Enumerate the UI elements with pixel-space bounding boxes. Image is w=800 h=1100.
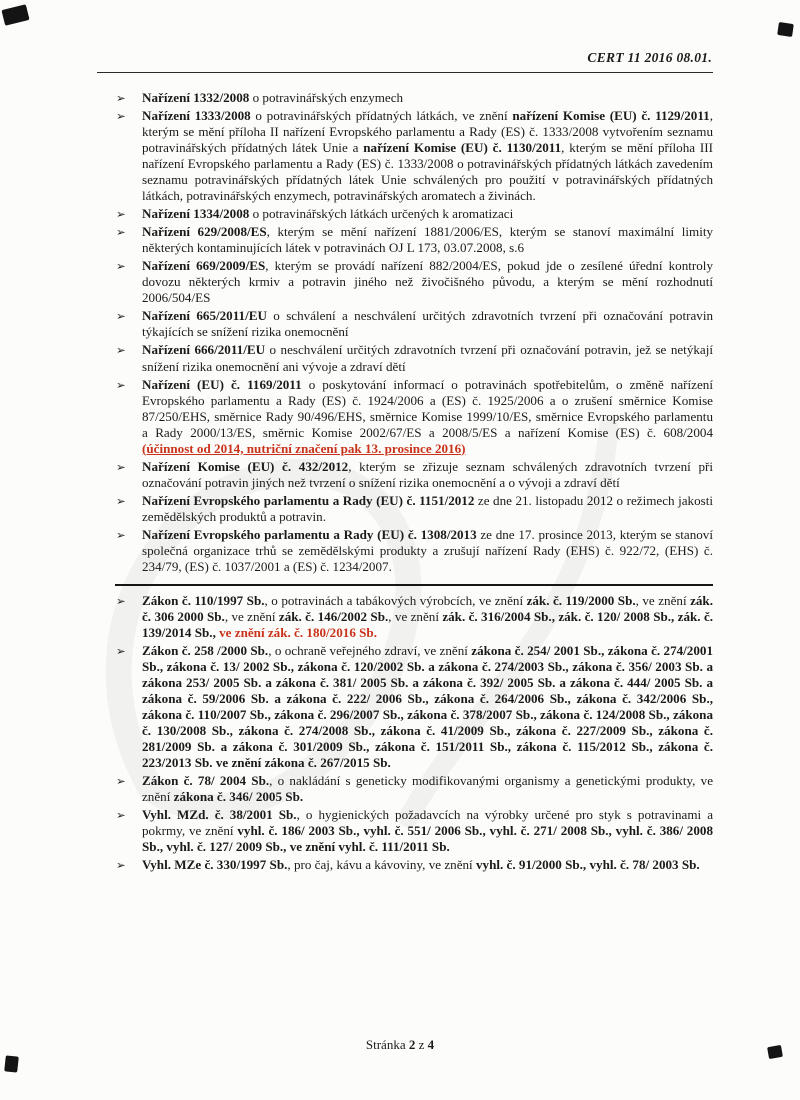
scan-artifact xyxy=(4,1055,19,1072)
list-item-text: Nařízení 629/2008/ES, kterým se mění nařízení 1881/2006/ES, kterým se stanoví maximální limity některých kontaminujících látek v potravinách OJ L 173, 03.07.2008, s.6 xyxy=(142,224,714,256)
list-item-text: Nařízení 666/2011/EU o neschválení určitých zdravotních tvrzení při označování potravin, jež se netýkají snížení rizika onemocnění ani vývoje a zdraví dětí xyxy=(142,342,714,374)
list-item-text: Zákon č. 258 /2000 Sb., o ochraně veřejného zdraví, ve znění zákona č. 254/ 2001 Sb., zákona č. 274/2001 Sb., zákona č. 13/ 2002 Sb., zákona č. 120/2002 Sb. a zákona č. 274/2003 Sb., zákona č. 356/ 2003 Sb. a zákona 253/ 2005 Sb. a zákona č. 381/ 2005 Sb. a zákona č. 392/ 2005 Sb. a zákona č. 444/ 2005 Sb. a zákona č. 59/2006 Sb. a zákona č. 222/ 2006 Sb., zákona č. 264/2006 Sb., zákona č. 342/2006 Sb., zákona č. 110/2007 Sb., zákona č. 296/2007 Sb., zákona č. 378/2007 Sb., zákona č. 124/2008 Sb., zákona č. 130/2008 Sb., zákona č. 274/2008 Sb., zákona č. 41/2009 Sb., zákona č. 227/2009 Sb., zákona č. 281/2009 Sb. a zákona č. 301/2009 Sb., zákona č. 151/2011 Sb., zákona č. 115/2012 Sb., zákona č. 223/2013 Sb. ve znění zákona č. 267/2015 Sb. xyxy=(142,643,713,771)
footer-of: z xyxy=(415,1037,428,1052)
list-item-text: Nařízení 665/2011/EU o schválení a neschválení určitých zdravotních tvrzení při označování potravin týkajících se snížení rizika onemocnění xyxy=(142,308,714,340)
list-item-text: Nařízení Evropského parlamentu a Rady (EU) č. 1308/2013 ze dne 17. prosince 2013, kterým se stanoví společná organizace trhů se zemědělskými produkty a zrušují nařízení Rady (EHS) č. 922/72, (EHS) č. 234/79, (ES) č. 1037/2001 a (ES) č. 1234/2007. xyxy=(142,526,713,574)
footer-total-pages: 4 xyxy=(427,1037,435,1052)
list-item xyxy=(115,224,713,256)
list-item xyxy=(115,342,713,374)
arrow-bullet-icon: ➢ xyxy=(116,774,126,789)
list-item xyxy=(115,807,713,855)
page-footer xyxy=(0,1037,800,1053)
arrow-bullet-icon: ➢ xyxy=(116,343,126,358)
list-item-text: Vyhl. MZd. č. 38/2001 Sb., o hygienických požadavcích na výrobky určené pro styk s potravinami a pokrmy, ve znění vyhl. č. 186/ 2003 Sb., vyhl. č. 551/ 2006 Sb., vyhl. č. 271/ 2008 Sb., vyhl. č. 386/ 2008 Sb., vyhl. č. 127/ 2009 Sb., ve znění vyhl. č. 111/2011 Sb. xyxy=(142,807,713,855)
list-item-text: Nařízení Evropského parlamentu a Rady (EU) č. 1151/2012 ze dne 21. listopadu 2012 o režimech jakosti zemědělských produktů a potravin. xyxy=(142,492,714,524)
arrow-bullet-icon: ➢ xyxy=(116,808,126,823)
list-item xyxy=(115,773,713,805)
list-item-text: Zákon č. 110/1997 Sb., o potravinách a tabákových výrobcích, ve znění zák. č. 119/2000 Sb., ve znění zák. č. 306 2000 Sb., ve znění zák. č. 146/2002 Sb., ve znění zák. č. 316/2004 Sb., zák. č. 120/ 2008 Sb., zák. č. 139/2014 Sb., ve znění zák. č. 180/2016 Sb. xyxy=(142,592,714,640)
arrow-bullet-icon: ➢ xyxy=(116,91,126,105)
arrow-bullet-icon: ➢ xyxy=(116,593,126,608)
list-item-text: Nařízení (EU) č. 1169/2011 o poskytování informací o potravinách spotřebitelům, o změně nařízení Evropského parlamentu a Rady (ES) č. 1924/2006 a (ES) č. 1925/2006 a o zrušení směrnice Komise 87/250/EHS, směrnice Rady 90/496/EHS, směrnice Komise 1999/10/ES, směrnice Evropského parlamentu a Rady 2000/13/ES, směrnic Komise 2002/67/ES a 2008/5/ES a nařízení Komise (ES) č. 608/2004 (účinnost od 2014, nutriční značení pak 13. prosince 2016) xyxy=(142,376,713,456)
arrow-bullet-icon: ➢ xyxy=(116,493,126,508)
list-item xyxy=(115,593,713,641)
arrow-bullet-icon: ➢ xyxy=(116,644,126,658)
list-item-text: Nařízení 669/2009/ES, kterým se provádí nařízení 882/2004/ES, pokud jde o zesílené úřední kontroly dovozu některých krmiv a potravin jiného než živočišného původu, a kterým se mění rozhodnutí 2006/504/ES xyxy=(142,258,713,306)
arrow-bullet-icon: ➢ xyxy=(116,225,126,240)
list-item xyxy=(115,643,713,771)
list-item xyxy=(115,90,713,106)
list-item xyxy=(115,377,713,457)
list-item xyxy=(115,459,713,491)
scan-artifact xyxy=(777,22,794,37)
regulation-list xyxy=(115,90,713,875)
list-item-text: Vyhl. MZe č. 330/1997 Sb., pro čaj, kávu a kávoviny, ve znění vyhl. č. 91/2000 Sb., vyhl. č. 78/ 2003 Sb. xyxy=(142,857,700,873)
list-item xyxy=(115,108,713,204)
arrow-bullet-icon: ➢ xyxy=(116,527,126,542)
list-item xyxy=(115,258,713,306)
scan-artifact xyxy=(1,4,29,26)
list-item-text: Zákon č. 78/ 2004 Sb., o nakládání s geneticky modifikovanými organismy a genetickými produkty, ve znění zákona č. 346/ 2005 Sb. xyxy=(142,773,714,805)
arrow-bullet-icon: ➢ xyxy=(116,207,126,222)
list-item xyxy=(115,206,713,222)
arrow-bullet-icon: ➢ xyxy=(116,109,126,124)
list-item-text: Nařízení 1333/2008 o potravinářských přídatných látkách, ve znění nařízení Komise (EU) č. 1129/2011, kterým se mění příloha II nařízení Evropského parlamentu a Rady (ES) č. 1333/2008 vytvořením seznamu potravinářských přídatných látek Unie a nařízení Komise (EU) č. 1130/2011, kterým se mění příloha III nařízení Evropského parlamentu a Rady (ES) č. 1333/2008 o potravinářských přídatných látkách zavedením seznamu potravinářských přídatných látek Unie schválených pro použití v potravinářských přídatných látkách, potravinářských enzymech, potravinářských aromatech a živinách. xyxy=(142,108,713,204)
document-reference-header: CERT 11 2016 08.01. xyxy=(587,50,712,65)
list-item xyxy=(115,308,713,340)
footer-prefix: Stránka xyxy=(365,1037,409,1052)
list-item xyxy=(115,493,713,525)
list-item xyxy=(115,857,713,873)
arrow-bullet-icon: ➢ xyxy=(116,858,126,873)
arrow-bullet-icon: ➢ xyxy=(116,309,126,324)
section-divider xyxy=(115,584,713,586)
arrow-bullet-icon: ➢ xyxy=(116,377,126,392)
list-item-text: Nařízení Komise (EU) č. 432/2012, kterým se zřizuje seznam schválených zdravotních tvrzení při označování potravin jiných než tvrzení o snížení rizika onemocnění a o vývoji a zdraví dětí xyxy=(142,458,713,490)
arrow-bullet-icon: ➢ xyxy=(116,259,126,274)
list-item xyxy=(115,527,713,575)
footer-page-number: 2 xyxy=(408,1037,416,1052)
arrow-bullet-icon: ➢ xyxy=(116,459,126,474)
header-rule xyxy=(97,72,713,73)
list-item-text: Nařízení 1334/2008 o potravinářských látkách určených k aromatizaci xyxy=(142,206,514,222)
list-item-text: Nařízení 1332/2008 o potravinářských enzymech xyxy=(142,90,404,105)
